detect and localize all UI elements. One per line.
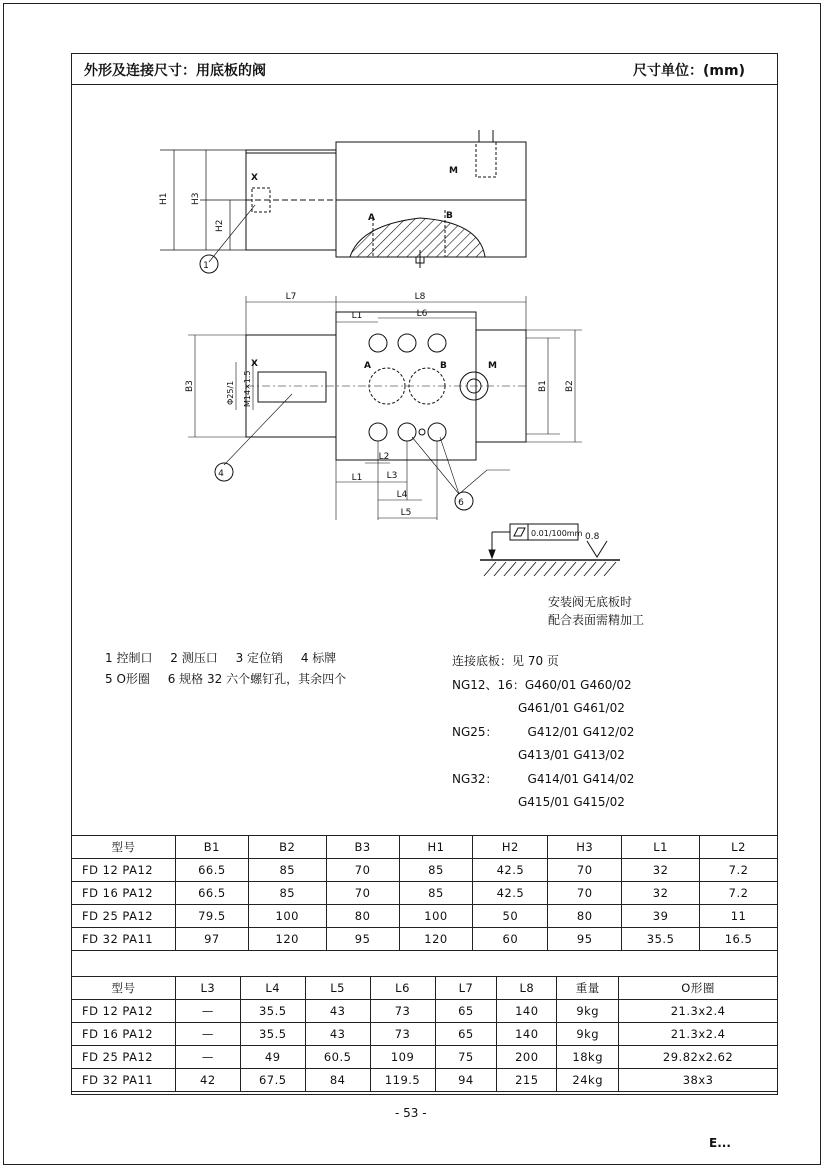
table-header-cell: 型号	[72, 836, 176, 859]
table-row	[72, 1069, 778, 1092]
table-cell: 38x3	[619, 1069, 778, 1092]
table-cell: 119.5	[370, 1069, 435, 1092]
dim-b1-label: B1	[538, 380, 548, 392]
table-header-cell: L1	[622, 836, 700, 859]
table-cell: 80	[326, 905, 399, 928]
table-header-cell: L8	[497, 977, 557, 1000]
table-cell: 35.5	[240, 1000, 305, 1023]
table-cell: 35.5	[622, 928, 700, 951]
dim-h2-label: H2	[215, 219, 225, 232]
table-cell: 32	[622, 882, 700, 905]
table-header-cell: O形圈	[619, 977, 778, 1000]
table-cell: 60.5	[305, 1046, 370, 1069]
table-cell: FD 16 PA12	[72, 1023, 176, 1046]
table-row	[72, 905, 778, 928]
table-spacer	[71, 952, 778, 975]
table-cell: 21.3x2.4	[619, 1000, 778, 1023]
table-cell: 42	[175, 1069, 240, 1092]
table-row	[72, 859, 778, 882]
top-port-x-label: X	[251, 359, 258, 369]
table-cell: 21.3x2.4	[619, 1023, 778, 1046]
table-cell: 85	[248, 882, 326, 905]
table-cell: 80	[548, 905, 622, 928]
table-header-cell: B1	[175, 836, 248, 859]
table-cell: 66.5	[175, 859, 248, 882]
table-cell: 9kg	[557, 1023, 619, 1046]
table-header-cell: L6	[370, 977, 435, 1000]
table-cell: 85	[248, 859, 326, 882]
table-header-cell: B3	[326, 836, 399, 859]
install-note-line: 配合表面需精加工	[548, 613, 645, 627]
legend-item: 4 标牌	[300, 651, 337, 665]
table-cell: 79.5	[175, 905, 248, 928]
port-b-label: B	[446, 211, 453, 221]
roughness-label: 0.8	[585, 532, 600, 542]
table-cell: 42.5	[473, 882, 548, 905]
table-header-row	[72, 836, 778, 859]
table-cell: 200	[497, 1046, 557, 1069]
section-hatch	[350, 218, 485, 257]
table-cell: 39	[622, 905, 700, 928]
unit-label: 尺寸单位：(mm)	[633, 63, 745, 79]
dim-l4-label: L4	[396, 490, 408, 500]
table-cell: 70	[548, 859, 622, 882]
dim-b3-label: B3	[185, 380, 195, 392]
table-cell: 18kg	[557, 1046, 619, 1069]
port-a-label: A	[368, 213, 375, 223]
table-cell: 95	[548, 928, 622, 951]
subplate-intro: 连接底板：见 70 页	[452, 654, 559, 668]
subplate-line: G461/01 G461/02	[518, 701, 625, 715]
table-header-cell: B2	[248, 836, 326, 859]
legend-item: 6 规格 32 六个螺钉孔，其余四个	[167, 672, 347, 686]
table-cell: FD 32 PA11	[72, 1069, 176, 1092]
table-header-row	[72, 977, 778, 1000]
table-cell: 140	[497, 1023, 557, 1046]
dim-l6-label: L6	[416, 309, 428, 319]
legend-row	[105, 669, 360, 690]
balloon-1-label: 1	[203, 261, 209, 271]
table-cell: 120	[248, 928, 326, 951]
dimension-table-1	[71, 835, 778, 951]
table-cell: 100	[248, 905, 326, 928]
dim-thread-label: M14×1.5	[243, 370, 252, 407]
subplate-line: NG25： G412/01 G412/02	[452, 724, 635, 739]
table-cell: 120	[399, 928, 473, 951]
table-cell: 215	[497, 1069, 557, 1092]
table-header-cell: L4	[240, 977, 305, 1000]
dim-h1-label: H1	[159, 192, 169, 205]
table-cell: FD 12 PA12	[72, 859, 176, 882]
subplate-line: G413/01 G413/02	[518, 748, 625, 762]
dim-l2-label: L2	[378, 452, 390, 462]
table-cell: 7.2	[700, 882, 778, 905]
table-cell: 95	[326, 928, 399, 951]
table-header-cell: L7	[435, 977, 497, 1000]
top-port-m-label: M	[488, 361, 497, 371]
table-cell: 85	[399, 882, 473, 905]
legend-row	[105, 648, 360, 669]
table-cell: FD 16 PA12	[72, 882, 176, 905]
dim-l7-label: L7	[285, 292, 297, 302]
table-cell: 32	[622, 859, 700, 882]
subplate-line: NG32： G414/01 G414/02	[452, 771, 635, 786]
subplate-line: G415/01 G415/02	[518, 795, 625, 809]
table-cell: FD 12 PA12	[72, 1000, 176, 1023]
table-cell: 11	[700, 905, 778, 928]
table-cell: 65	[435, 1023, 497, 1046]
table-cell: 70	[326, 859, 399, 882]
dimension-table-2	[71, 976, 778, 1092]
table-cell: 43	[305, 1023, 370, 1046]
table-cell: 35.5	[240, 1023, 305, 1046]
top-view	[188, 296, 582, 520]
table-cell: —	[175, 1023, 240, 1046]
table-cell: 70	[548, 882, 622, 905]
table-header-cell: H1	[399, 836, 473, 859]
legend-item: 5 O形圈	[105, 672, 150, 686]
dim-b2-label: B2	[565, 380, 575, 392]
table-header-cell: L3	[175, 977, 240, 1000]
table-cell: 85	[399, 859, 473, 882]
table-cell: 49	[240, 1046, 305, 1069]
table-cell: 140	[497, 1000, 557, 1023]
table-row	[72, 1000, 778, 1023]
install-note	[548, 593, 644, 629]
top-port-a-label: A	[364, 361, 371, 371]
page-title: 外形及连接尺寸：用底板的阀	[84, 63, 266, 79]
side-view	[160, 130, 526, 273]
table-cell: 9kg	[557, 1000, 619, 1023]
table-cell: 97	[175, 928, 248, 951]
table-cell: 24kg	[557, 1069, 619, 1092]
table-cell: 75	[435, 1046, 497, 1069]
legend-item: 3 定位销	[235, 651, 284, 665]
dim-l5-label: L5	[400, 508, 412, 518]
dim-h3-label: H3	[191, 192, 201, 205]
port-m-label: M	[449, 166, 458, 176]
table-header-cell: L5	[305, 977, 370, 1000]
table-cell: —	[175, 1046, 240, 1069]
corner-mark: E...	[709, 1136, 731, 1150]
subplate-notes	[452, 650, 634, 815]
table-cell: FD 25 PA12	[72, 905, 176, 928]
name-plate	[258, 372, 326, 402]
table-cell: 94	[435, 1069, 497, 1092]
table-header-cell: L2	[700, 836, 778, 859]
table-row	[72, 1046, 778, 1069]
table-cell: 84	[305, 1069, 370, 1092]
table-cell: 66.5	[175, 882, 248, 905]
table-header-cell: H2	[473, 836, 548, 859]
table-header-cell: 型号	[72, 977, 176, 1000]
table-row	[72, 1023, 778, 1046]
table-cell: 67.5	[240, 1069, 305, 1092]
table-row	[72, 928, 778, 951]
dim-l1-label: L1	[351, 311, 363, 321]
top-port-b-label: B	[440, 361, 447, 371]
table-cell: 109	[370, 1046, 435, 1069]
dim-phi-label: Φ25/1	[226, 380, 235, 405]
table-cell: 42.5	[473, 859, 548, 882]
table-header-cell: H3	[548, 836, 622, 859]
table-header-cell: 重量	[557, 977, 619, 1000]
table-cell: FD 25 PA12	[72, 1046, 176, 1069]
legend	[105, 648, 360, 690]
table-cell: 73	[370, 1023, 435, 1046]
table-cell: FD 32 PA11	[72, 928, 176, 951]
balloon-6-label: 6	[458, 498, 464, 508]
table-row	[72, 882, 778, 905]
table-cell: 100	[399, 905, 473, 928]
dim-l8-label: L8	[414, 292, 426, 302]
port-x-label: X	[251, 173, 258, 183]
balloon-4-label: 4	[218, 469, 224, 479]
table-cell: 29.82x2.62	[619, 1046, 778, 1069]
table-cell: 73	[370, 1000, 435, 1023]
legend-item: 2 测压口	[170, 651, 218, 665]
table-cell: 43	[305, 1000, 370, 1023]
dim-l1-bottom-label: L1	[351, 473, 363, 483]
table-cell: 60	[473, 928, 548, 951]
table-cell: —	[175, 1000, 240, 1023]
table-cell: 50	[473, 905, 548, 928]
table-cell: 7.2	[700, 859, 778, 882]
install-note-line: 安装阀无底板时	[548, 595, 633, 609]
dim-l3-label: L3	[386, 471, 398, 481]
flatness-label: 0.01/100mm	[531, 529, 583, 538]
legend-item: 1 控制口	[105, 651, 153, 665]
subplate-line: NG12、16：G460/01 G460/02	[452, 677, 632, 692]
top-view-labels	[185, 292, 575, 518]
table-cell: 16.5	[700, 928, 778, 951]
page-number: - 53 -	[395, 1106, 427, 1120]
table-cell: 65	[435, 1000, 497, 1023]
table-cell: 70	[326, 882, 399, 905]
